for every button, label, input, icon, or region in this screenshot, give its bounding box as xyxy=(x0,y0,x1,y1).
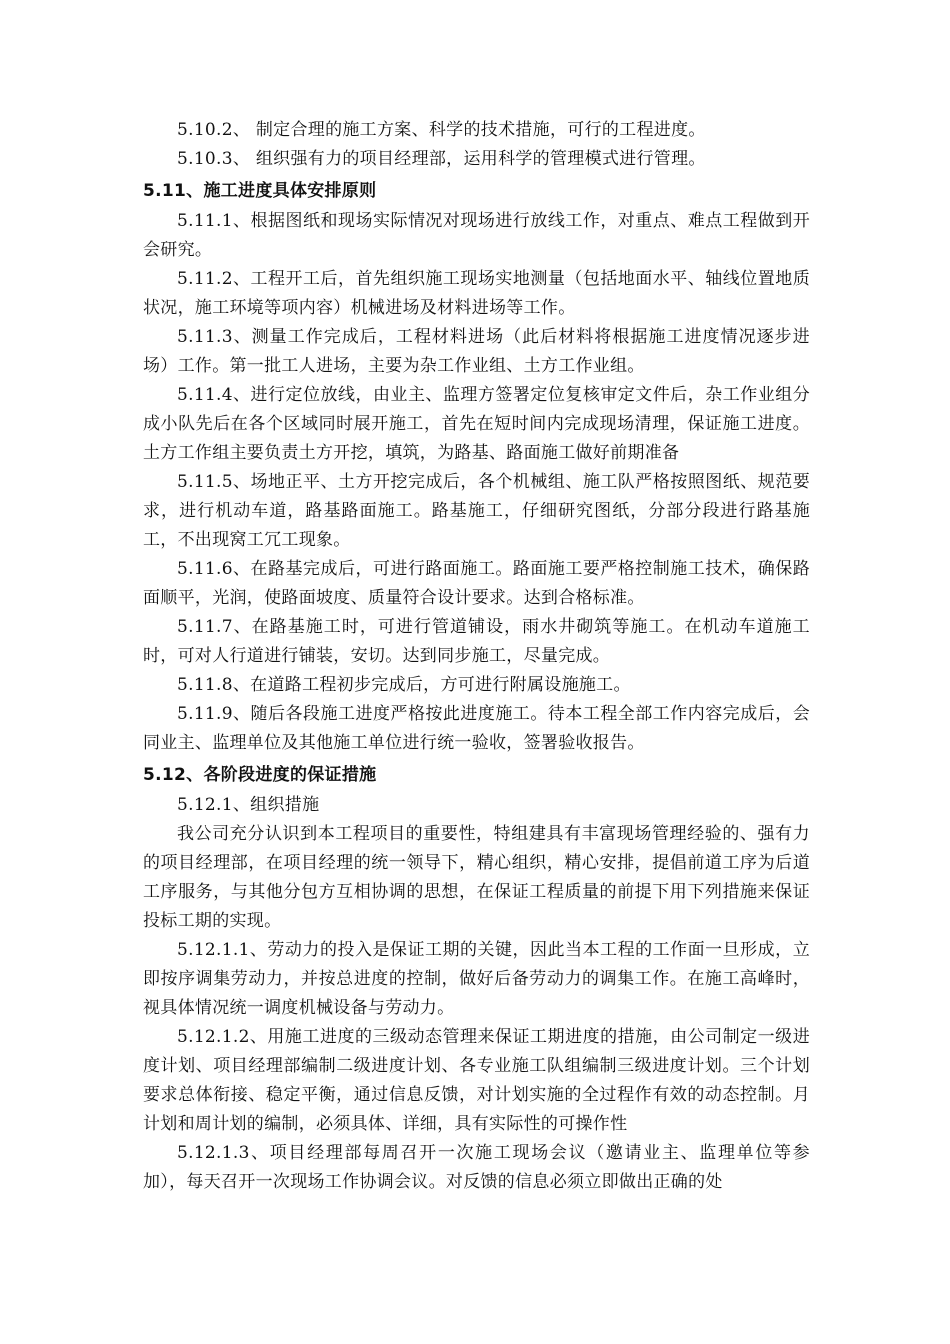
clause-5-10-3: 5.10.3、 组织强有力的项目经理部，运用科学的管理模式进行管理。 xyxy=(177,149,706,169)
clause-5-12-1-3: 5.12.1.3、项目经理部每周召开一次施工现场会议（邀请业主、监理单位等参加），每天召开一次现场工作协调会议。对反馈的信息必须立即做出正确的处 xyxy=(143,1143,810,1192)
clause-5-12-1-2: 5.12.1.2、用施工进度的三级动态管理来保证工期进度的措施，由公司制定一级进度计划、项目经理部编制二级进度计划、各专业施工队组编制三级进度计划。三个计划要求总体衔接、稳定平衡，通过信息反馈，对计划实施的全过程作有效的动态控制。月计划和周计划的编制，必须具体、详细，具有实际性的可操作性 xyxy=(143,1027,810,1134)
clause-5-11-5: 5.11.5、场地正平、土方开挖完成后，各个机械组、施工队严格按照图纸、规范要求，进行机动车道，路基路面施工。路基施工，仔细研究图纸，分部分段进行路基施工，不出现窝工冗工现象。 xyxy=(143,472,810,550)
clause-5-12-1-1: 5.12.1.1、劳动力的投入是保证工期的关键，因此当本工程的工作面一旦形成，立即按序调集劳动力，并按总进度的控制，做好后备劳动力的调集工作。在施工高峰时，视具体情况统一调度机械设备与劳动力。 xyxy=(143,940,810,1018)
clause-5-11-2: 5.11.2、工程开工后，首先组织施工现场实地测量（包括地面水平、轴线位置地质状况，施工环境等项内容）机械进场及材料进场等工作。 xyxy=(143,269,810,318)
section-heading-5-12: 5.12、各阶段进度的保证措施 xyxy=(143,765,377,785)
clause-5-10-2: 5.10.2、 制定合理的施工方案、科学的技术措施，可行的工程进度。 xyxy=(177,120,706,140)
clause-5-11-3: 5.11.3、测量工作完成后，工程材料进场（此后材料将根据施工进度情况逐步进场）工作。第一批工人进场，主要为杂工作业组、土方工作业组。 xyxy=(143,327,810,376)
organization-paragraph: 我公司充分认识到本工程项目的重要性，特组建具有丰富现场管理经验的、强有力的项目经理部，在项目经理的统一领导下，精心组织，精心安排，提倡前道工序为后道工序服务，与其他分包方互相协调的思想，在保证工程质量的前提下用下列措施来保证投标工期的实现。 xyxy=(143,824,810,931)
clause-5-11-1: 5.11.1、根据图纸和现场实际情况对现场进行放线工作，对重点、难点工程做到开会研究。 xyxy=(143,211,810,260)
clause-5-11-6: 5.11.6、在路基完成后，可进行路面施工。路面施工要严格控制施工技术，确保路面顺平，光润，使路面坡度、质量符合设计要求。达到合格标准。 xyxy=(143,559,810,608)
clause-5-11-8: 5.11.8、在道路工程初步完成后，方可进行附属设施施工。 xyxy=(177,675,631,695)
clause-5-11-4: 5.11.4、进行定位放线，由业主、监理方签署定位复核审定文件后，杂工作业组分成小队先后在各个区域同时展开施工，首先在短时间内完成现场清理，保证施工进度。土方工作组主要负责土方开挖，填筑，为路基、路面施工做好前期准备 xyxy=(143,385,810,463)
clause-5-11-9: 5.11.9、随后各段施工进度严格按此进度施工。待本工程全部工作内容完成后，会同业主、监理单位及其他施工单位进行统一验收，签署验收报告。 xyxy=(143,704,810,753)
clause-5-12-1: 5.12.1、组织措施 xyxy=(177,795,320,815)
clause-5-11-7: 5.11.7、在路基施工时，可进行管道铺设，雨水井砌筑等施工。在机动车道施工时，可对人行道进行铺装，安切。达到同步施工，尽量完成。 xyxy=(143,617,810,666)
section-heading-5-11: 5.11、施工进度具体安排原则 xyxy=(143,181,377,201)
document-page xyxy=(143,116,810,1197)
